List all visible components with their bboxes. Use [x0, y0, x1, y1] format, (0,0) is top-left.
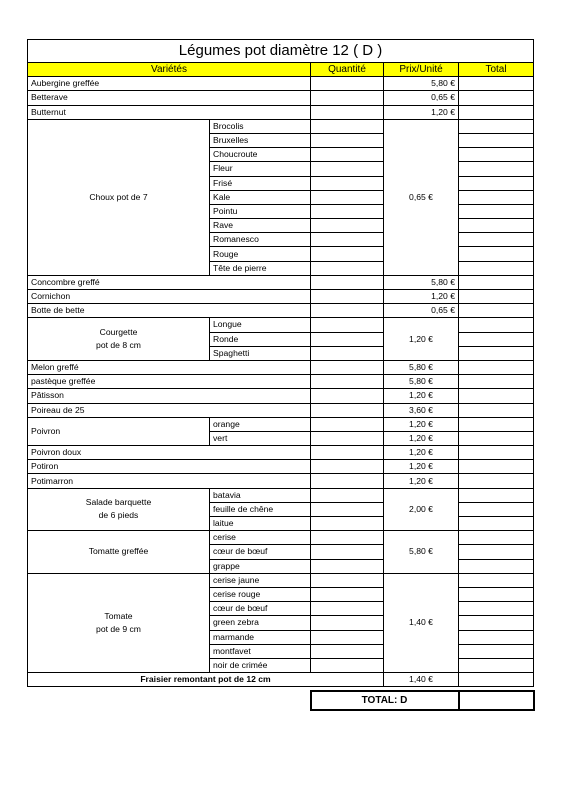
total-cell[interactable]	[459, 403, 534, 417]
unit-price: 1,40 €	[384, 673, 459, 687]
group-name: Poivron	[28, 417, 210, 445]
sub-variety: Rouge	[210, 247, 311, 261]
table-row	[28, 77, 534, 91]
quantity-cell[interactable]	[311, 233, 384, 247]
total-cell[interactable]	[459, 517, 534, 531]
quantity-cell[interactable]	[311, 630, 384, 644]
sub-variety: Longue	[210, 318, 311, 332]
total-cell[interactable]	[459, 559, 534, 573]
total-cell[interactable]	[459, 275, 534, 289]
unit-price: 5,80 €	[384, 360, 459, 374]
quantity-cell[interactable]	[311, 644, 384, 658]
total-cell[interactable]	[459, 658, 534, 672]
group-name-line1: Salade barquette	[85, 497, 152, 508]
table-row	[28, 531, 534, 545]
variety-name: Potimarron	[28, 474, 311, 488]
total-cell[interactable]	[459, 488, 534, 502]
sub-variety: Frisé	[210, 176, 311, 190]
quantity-cell[interactable]	[311, 332, 384, 346]
total-row	[28, 691, 534, 710]
unit-price: 1,40 €	[384, 573, 459, 672]
quantity-cell[interactable]	[311, 176, 384, 190]
total-cell[interactable]	[459, 176, 534, 190]
table-row	[28, 573, 534, 587]
quantity-cell[interactable]	[311, 446, 384, 460]
table-row	[28, 91, 534, 105]
total-cell[interactable]	[459, 119, 534, 133]
total-cell[interactable]	[459, 545, 534, 559]
unit-price: 5,80 €	[384, 275, 459, 289]
header-quantity: Quantité	[311, 63, 384, 77]
unit-price: 1,20 €	[384, 105, 459, 119]
variety-name: Cornichon	[28, 290, 311, 304]
unit-price: 1,20 €	[384, 417, 459, 431]
unit-price: 0,65 €	[384, 119, 459, 275]
variety-name: Aubergine greffée	[28, 77, 311, 91]
quantity-cell[interactable]	[311, 219, 384, 233]
quantity-cell[interactable]	[311, 290, 384, 304]
total-cell[interactable]	[459, 573, 534, 587]
total-cell[interactable]	[459, 587, 534, 601]
quantity-cell[interactable]	[311, 360, 384, 374]
quantity-cell[interactable]	[311, 559, 384, 573]
quantity-cell[interactable]	[311, 587, 384, 601]
sub-variety: Fleur	[210, 162, 311, 176]
sub-variety: cœur de bœuf	[210, 602, 311, 616]
total-cell[interactable]	[459, 531, 534, 545]
quantity-cell[interactable]	[311, 517, 384, 531]
sub-variety: Spaghetti	[210, 346, 311, 360]
group-name-line2: pot de 8 cm	[96, 340, 141, 351]
quantity-cell[interactable]	[311, 119, 384, 133]
quantity-cell[interactable]	[311, 417, 384, 431]
table-row	[28, 417, 534, 431]
table-row	[28, 275, 534, 289]
quantity-cell[interactable]	[311, 602, 384, 616]
total-cell[interactable]	[459, 290, 534, 304]
order-form-table	[27, 39, 535, 711]
total-cell[interactable]	[459, 247, 534, 261]
total-cell[interactable]	[459, 673, 534, 687]
sub-variety: noir de crimée	[210, 658, 311, 672]
group-name-line2: pot de 9 cm	[96, 623, 141, 634]
total-cell[interactable]	[459, 360, 534, 374]
unit-price: 0,65 €	[384, 304, 459, 318]
quantity-cell[interactable]	[311, 148, 384, 162]
table-header	[28, 63, 534, 77]
sub-variety: cerise rouge	[210, 587, 311, 601]
quantity-cell[interactable]	[311, 474, 384, 488]
table-row	[28, 318, 534, 332]
sub-variety: orange	[210, 417, 311, 431]
variety-name: Poivron doux	[28, 446, 311, 460]
sub-variety: cerise	[210, 531, 311, 545]
quantity-cell[interactable]	[311, 77, 384, 91]
sub-variety: Romanesco	[210, 233, 311, 247]
total-label: TOTAL: D	[311, 691, 459, 710]
table-row	[28, 290, 534, 304]
quantity-cell[interactable]	[311, 545, 384, 559]
header-variety: Variétés	[28, 63, 311, 77]
table-row	[28, 119, 534, 133]
total-cell[interactable]	[459, 417, 534, 431]
quantity-cell[interactable]	[311, 658, 384, 672]
unit-price: 1,20 €	[384, 389, 459, 403]
header-price: Prix/Unité	[384, 63, 459, 77]
variety-name: Melon greffé	[28, 360, 311, 374]
quantity-cell[interactable]	[311, 431, 384, 445]
unit-price: 5,80 €	[384, 77, 459, 91]
unit-price: 1,20 €	[384, 460, 459, 474]
total-cell[interactable]	[459, 375, 534, 389]
variety-name: Pâtisson	[28, 389, 311, 403]
group-name	[28, 488, 210, 531]
unit-price: 1,20 €	[384, 290, 459, 304]
quantity-cell[interactable]	[311, 375, 384, 389]
total-cell[interactable]	[459, 148, 534, 162]
total-cell[interactable]	[459, 91, 534, 105]
total-cell[interactable]	[459, 502, 534, 516]
total-cell[interactable]	[459, 190, 534, 204]
sub-variety: laitue	[210, 517, 311, 531]
total-cell[interactable]	[459, 446, 534, 460]
variety-name: Butternut	[28, 105, 311, 119]
quantity-cell[interactable]	[311, 502, 384, 516]
quantity-cell[interactable]	[311, 162, 384, 176]
unit-price: 5,80 €	[384, 375, 459, 389]
sub-variety: Pointu	[210, 204, 311, 218]
variety-name: Fraisier remontant pot de 12 cm	[28, 673, 384, 687]
unit-price: 5,80 €	[384, 531, 459, 574]
group-name-line1: Courgette	[99, 327, 138, 338]
total-cell[interactable]	[459, 133, 534, 147]
sub-variety: feuille de chêne	[210, 502, 311, 516]
table-row	[28, 446, 534, 460]
total-cell[interactable]	[459, 219, 534, 233]
group-name-line2: de 6 pieds	[98, 510, 139, 521]
total-cell[interactable]	[459, 630, 534, 644]
group-name: Tomatte greffée	[28, 531, 210, 574]
variety-name: Potiron	[28, 460, 311, 474]
quantity-cell[interactable]	[311, 105, 384, 119]
sub-variety: Rave	[210, 219, 311, 233]
group-name-line1: Tomate	[104, 610, 133, 621]
table-row	[28, 488, 534, 502]
sub-variety: Ronde	[210, 332, 311, 346]
quantity-cell[interactable]	[311, 616, 384, 630]
sub-variety: montfavet	[210, 644, 311, 658]
variety-name: pastèque greffée	[28, 375, 311, 389]
page-title: Légumes pot diamètre 12 ( D )	[28, 40, 534, 63]
unit-price: 1,20 €	[384, 474, 459, 488]
total-cell[interactable]	[459, 304, 534, 318]
sub-variety: Bruxelles	[210, 133, 311, 147]
quantity-cell[interactable]	[311, 275, 384, 289]
sub-variety: green zebra	[210, 616, 311, 630]
unit-price: 0,65 €	[384, 91, 459, 105]
total-cell[interactable]	[459, 431, 534, 445]
table-row	[28, 304, 534, 318]
quantity-cell[interactable]	[311, 460, 384, 474]
unit-price: 2,00 €	[384, 488, 459, 531]
sub-variety: Brocolis	[210, 119, 311, 133]
quantity-cell[interactable]	[311, 247, 384, 261]
sub-variety: grappe	[210, 559, 311, 573]
total-cell[interactable]	[459, 389, 534, 403]
table-row	[28, 360, 534, 374]
sub-variety: Choucroute	[210, 148, 311, 162]
sub-variety: cœur de bœuf	[210, 545, 311, 559]
total-cell[interactable]	[459, 346, 534, 360]
header-total: Total	[459, 63, 534, 77]
quantity-cell[interactable]	[311, 204, 384, 218]
total-cell[interactable]	[459, 105, 534, 119]
quantity-cell[interactable]	[311, 318, 384, 332]
total-cell[interactable]	[459, 616, 534, 630]
total-cell[interactable]	[459, 602, 534, 616]
sub-variety: Kale	[210, 190, 311, 204]
quantity-cell[interactable]	[311, 488, 384, 502]
quantity-cell[interactable]	[311, 389, 384, 403]
total-cell[interactable]	[459, 77, 534, 91]
quantity-cell[interactable]	[311, 304, 384, 318]
table-row	[28, 460, 534, 474]
unit-price: 1,20 €	[384, 318, 459, 361]
quantity-cell[interactable]	[311, 190, 384, 204]
quantity-cell[interactable]	[311, 133, 384, 147]
total-cell[interactable]	[459, 644, 534, 658]
unit-price: 1,20 €	[384, 431, 459, 445]
unit-price: 1,20 €	[384, 446, 459, 460]
quantity-cell[interactable]	[311, 91, 384, 105]
quantity-cell[interactable]	[311, 403, 384, 417]
variety-name: Concombre greffé	[28, 275, 311, 289]
table-row	[28, 105, 534, 119]
total-cell[interactable]	[459, 318, 534, 332]
table-row	[28, 673, 534, 687]
total-cell[interactable]	[459, 233, 534, 247]
total-cell[interactable]	[459, 162, 534, 176]
variety-name: Poireau de 25	[28, 403, 311, 417]
sub-variety: cerise jaune	[210, 573, 311, 587]
unit-price: 3,60 €	[384, 403, 459, 417]
group-name	[28, 573, 210, 672]
sub-variety: marmande	[210, 630, 311, 644]
group-name: Choux pot de 7	[28, 119, 210, 275]
variety-name: Betterave	[28, 91, 311, 105]
quantity-cell[interactable]	[311, 531, 384, 545]
quantity-cell[interactable]	[311, 346, 384, 360]
quantity-cell[interactable]	[311, 261, 384, 275]
sub-variety: vert	[210, 431, 311, 445]
total-cell[interactable]	[459, 460, 534, 474]
table-row	[28, 474, 534, 488]
grand-total-cell[interactable]	[459, 691, 534, 710]
sub-variety: Tête de pierre	[210, 261, 311, 275]
group-name	[28, 318, 210, 361]
table-row	[28, 403, 534, 417]
table-row	[28, 375, 534, 389]
total-cell[interactable]	[459, 474, 534, 488]
table-row	[28, 389, 534, 403]
total-cell[interactable]	[459, 204, 534, 218]
sub-variety: batavia	[210, 488, 311, 502]
variety-name: Botte de bette	[28, 304, 311, 318]
quantity-cell[interactable]	[311, 573, 384, 587]
total-cell[interactable]	[459, 332, 534, 346]
total-cell[interactable]	[459, 261, 534, 275]
